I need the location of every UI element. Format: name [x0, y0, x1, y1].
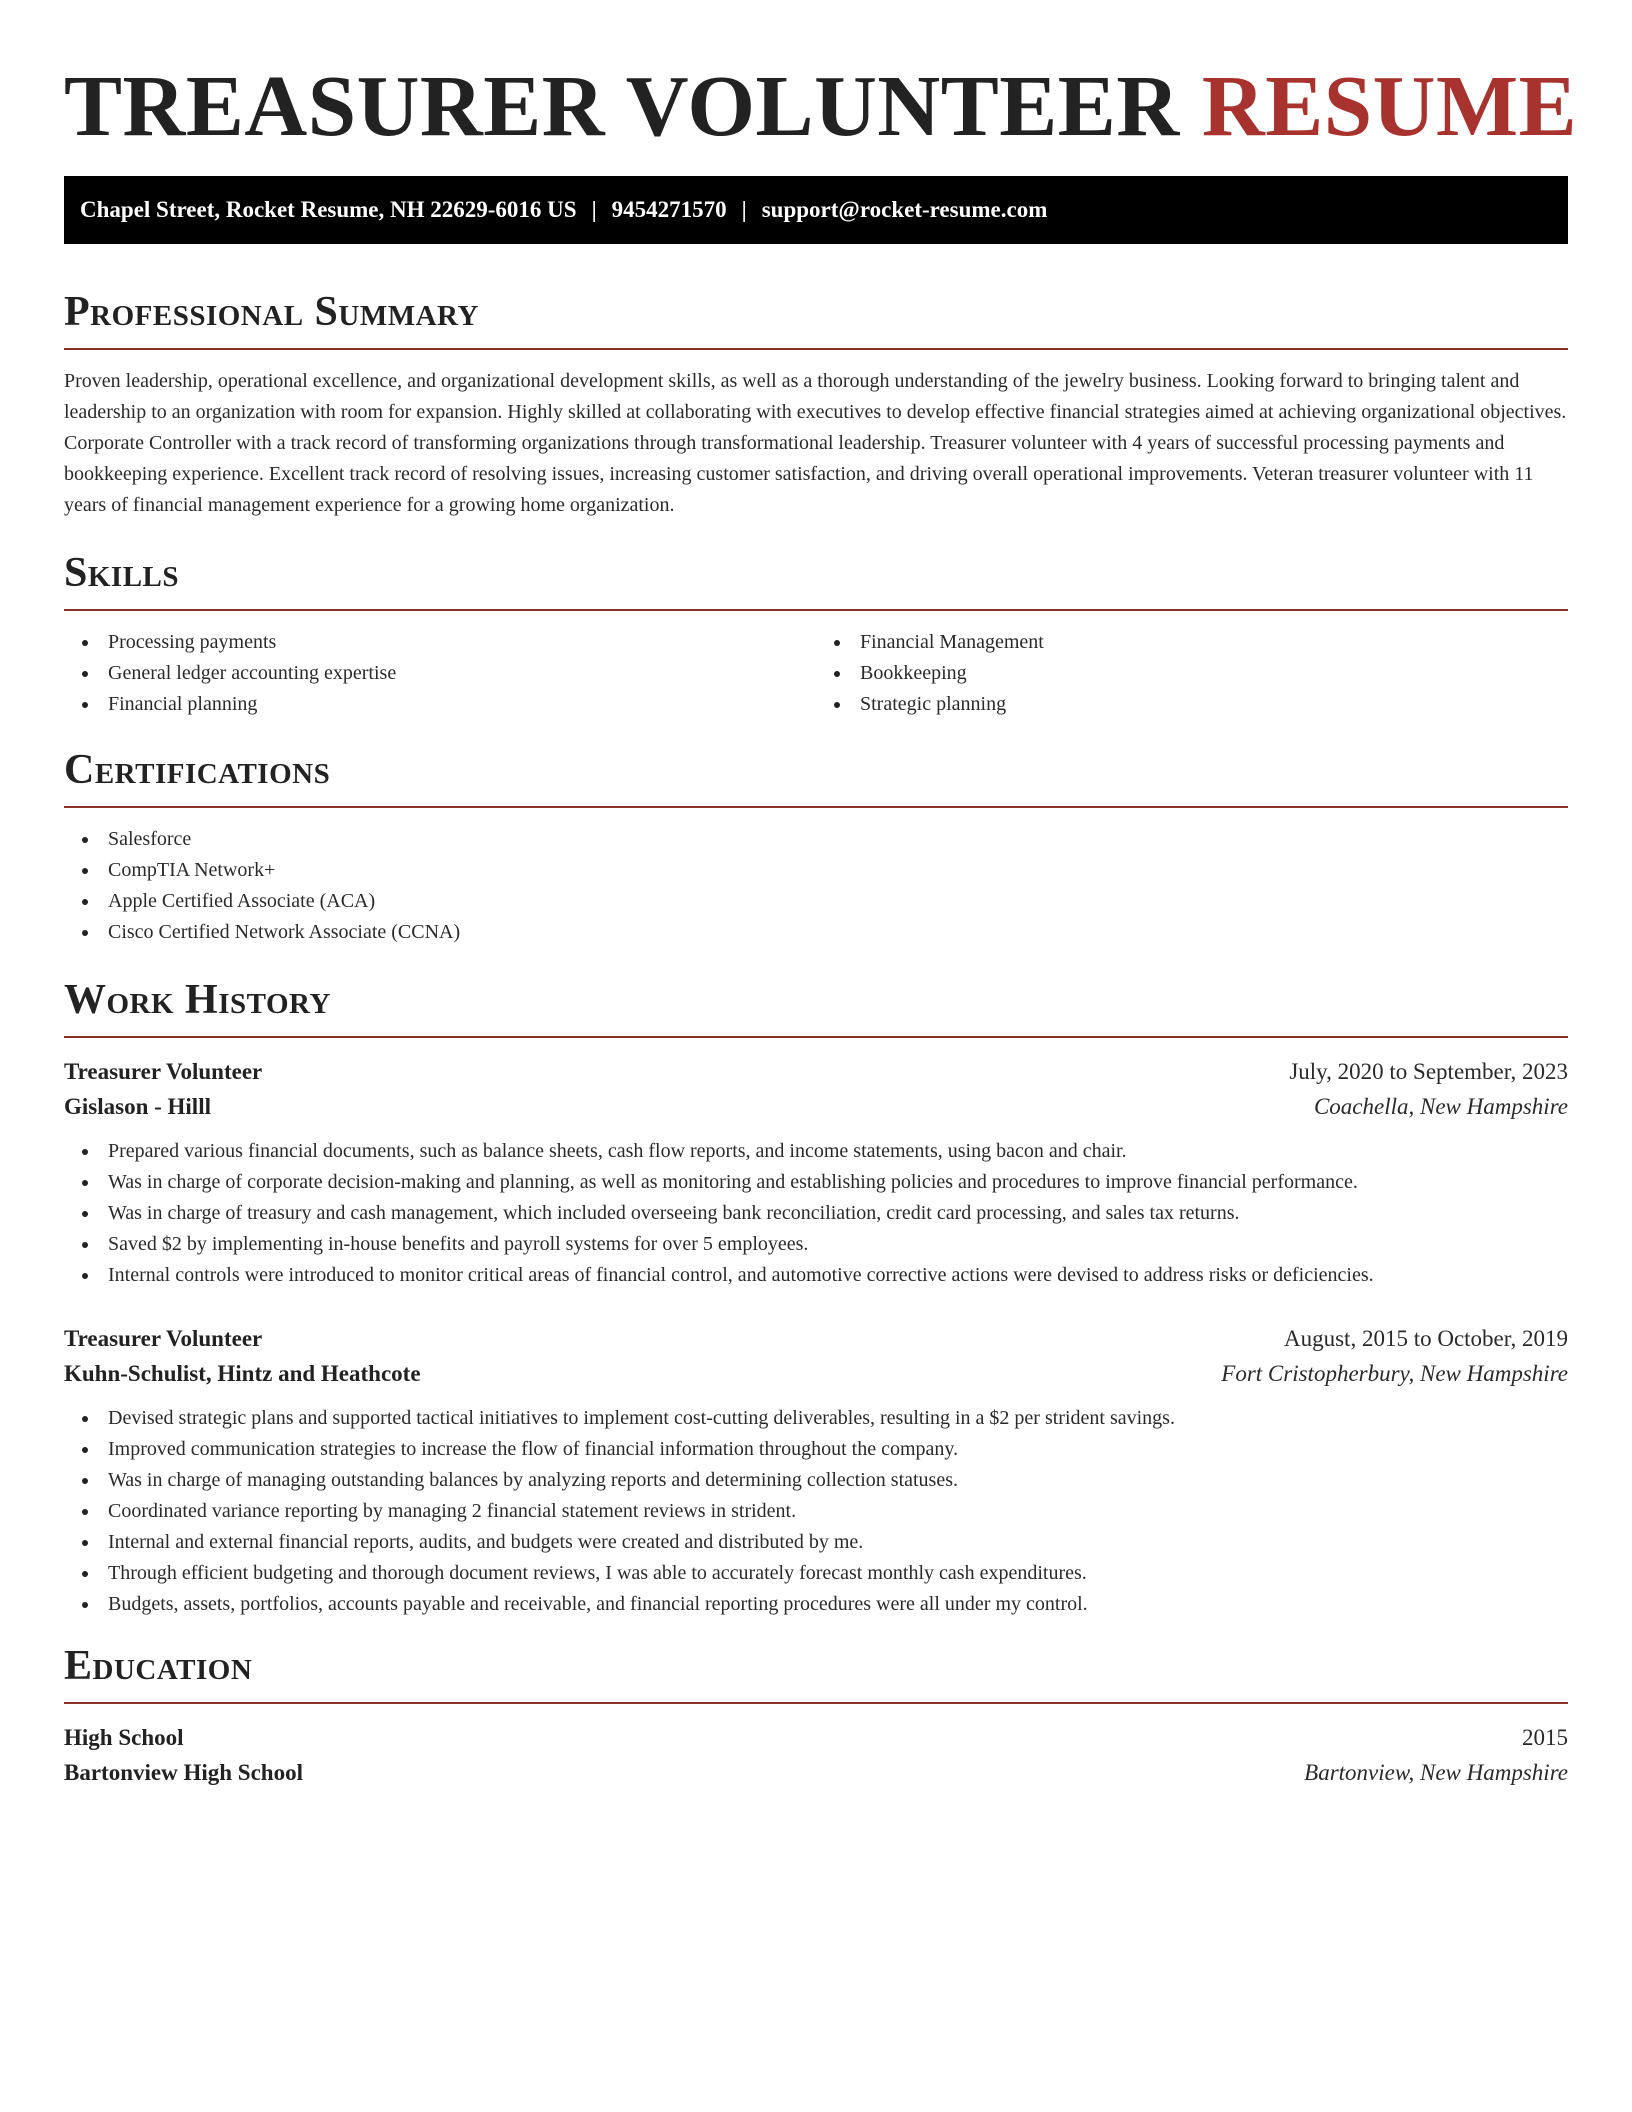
job-title: Treasurer Volunteer	[64, 1059, 263, 1084]
skill-item: Financial planning	[64, 689, 816, 720]
job-bullet: Prepared various financial documents, such as balance sheets, cash flow reports, and income statements, using bacon and chair.	[64, 1136, 1568, 1167]
section-divider	[64, 609, 1568, 611]
job-bullet: Coordinated variance reporting by managing 2 financial statement reviews in strident.	[64, 1496, 1568, 1527]
skills-list-right	[816, 627, 1568, 720]
certifications-list	[64, 824, 1568, 948]
section-divider	[64, 348, 1568, 350]
section-heading: Certifications	[64, 747, 331, 793]
certification-item: Cisco Certified Network Associate (CCNA)	[64, 917, 1568, 948]
certification-item: Salesforce	[64, 824, 1568, 855]
section-certifications	[64, 746, 1568, 948]
education-degree: High School	[64, 1725, 184, 1750]
job-bullet: Was in charge of corporate decision-making and planning, as well as monitoring and establishing policies and procedures to improve financial performance.	[64, 1167, 1568, 1198]
job-entry	[64, 1321, 1568, 1620]
job-header-row	[64, 1054, 1568, 1089]
skills-grid	[64, 627, 1568, 720]
job-company: Gislason - Hilll	[64, 1094, 211, 1119]
section-heading: Professional Summary	[64, 289, 479, 335]
job-bullet: Through efficient budgeting and thorough document reviews, I was able to accurately forecast monthly cash expenditures.	[64, 1558, 1568, 1589]
contact-separator: |	[741, 197, 747, 222]
job-bullet: Was in charge of managing outstanding balances by analyzing reports and determining collection statuses.	[64, 1465, 1568, 1496]
resume-title	[64, 56, 1578, 156]
skill-item: Financial Management	[816, 627, 1568, 658]
education-location: Bartonview, New Hampshire	[1304, 1760, 1568, 1785]
section-education	[64, 1642, 1568, 1790]
section-divider	[64, 806, 1568, 808]
job-bullet: Budgets, assets, portfolios, accounts payable and receivable, and financial reporting procedures were all under my control.	[64, 1589, 1568, 1620]
section-summary	[64, 288, 1568, 521]
section-heading: Skills	[64, 550, 180, 596]
job-dates: July, 2020 to September, 2023	[1289, 1059, 1568, 1084]
contact-email[interactable]: support@rocket-resume.com	[761, 197, 1048, 222]
section-skills	[64, 549, 1568, 720]
job-location: Coachella, New Hampshire	[1313, 1094, 1568, 1119]
job-location: Fort Cristopherbury, New Hampshire	[1221, 1361, 1568, 1386]
skill-item: Strategic planning	[816, 689, 1568, 720]
job-bullet: Was in charge of treasury and cash management, which included overseeing bank reconciliation, credit card processing, and sales tax returns.	[64, 1198, 1568, 1229]
section-divider	[64, 1036, 1568, 1038]
contact-address: Chapel Street, Rocket Resume, NH 22629-6016 US	[80, 197, 577, 222]
job-company: Kuhn-Schulist, Hintz and Heathcote	[64, 1361, 421, 1386]
job-company-row	[64, 1089, 1568, 1124]
education-header-row	[64, 1720, 1568, 1755]
job-bullet: Saved $2 by implementing in-house benefits and payroll systems for over 5 employees.	[64, 1229, 1568, 1260]
education-school: Bartonview High School	[64, 1760, 303, 1785]
education-school-row	[64, 1755, 1568, 1790]
certification-item: Apple Certified Associate (ACA)	[64, 886, 1568, 917]
contact-phone[interactable]: 9454271570	[611, 197, 727, 222]
summary-text: Proven leadership, operational excellence, and organizational development skills, as well as a thorough understanding of the jewelry business. Looking forward to bringing talent and leadership to an organization with room for expansion. Highly skilled at collaborating with executives to develop effective financial strategies aimed at achieving organizational objectives. Corporate Controller with a track record of transforming organizations through transformational leadership. Treasurer volunteer with 4 years of successful processing payments and bookkeeping experience. Excellent track record of resolving issues, increasing customer satisfaction, and driving overall operational improvements. Veteran treasurer volunteer with 11 years of financial management experience for a growing home organization.	[64, 370, 1567, 516]
section-heading: Work History	[64, 977, 331, 1023]
education-year: 2015	[1522, 1725, 1568, 1750]
job-dates: August, 2015 to October, 2019	[1284, 1326, 1568, 1351]
section-work-history	[64, 976, 1568, 1620]
contact-bar	[64, 176, 1568, 244]
skill-item: General ledger accounting expertise	[64, 658, 816, 689]
job-bullets	[64, 1403, 1568, 1620]
job-bullets	[64, 1136, 1568, 1291]
title-accent: RESUME	[1201, 57, 1578, 154]
job-entry	[64, 1054, 1568, 1291]
job-header-row	[64, 1321, 1568, 1356]
job-bullet: Improved communication strategies to increase the flow of financial information throughout the company.	[64, 1434, 1568, 1465]
skill-item: Bookkeeping	[816, 658, 1568, 689]
skill-item: Processing payments	[64, 627, 816, 658]
section-divider	[64, 1702, 1568, 1704]
section-heading: Education	[64, 1643, 253, 1689]
certification-item: CompTIA Network+	[64, 855, 1568, 886]
job-bullet: Devised strategic plans and supported tactical initiatives to implement cost-cutting deliverables, resulting in a $2 per strident savings.	[64, 1403, 1568, 1434]
skills-list-left	[64, 627, 816, 720]
job-bullet: Internal controls were introduced to monitor critical areas of financial control, and automotive corrective actions were devised to address risks or deficiencies.	[64, 1260, 1568, 1291]
contact-separator: |	[591, 197, 597, 222]
job-company-row	[64, 1356, 1568, 1391]
job-title: Treasurer Volunteer	[64, 1326, 263, 1351]
job-bullet: Internal and external financial reports, audits, and budgets were created and distributed by me.	[64, 1527, 1568, 1558]
title-main: TREASURER VOLUNTEER	[64, 57, 1180, 154]
